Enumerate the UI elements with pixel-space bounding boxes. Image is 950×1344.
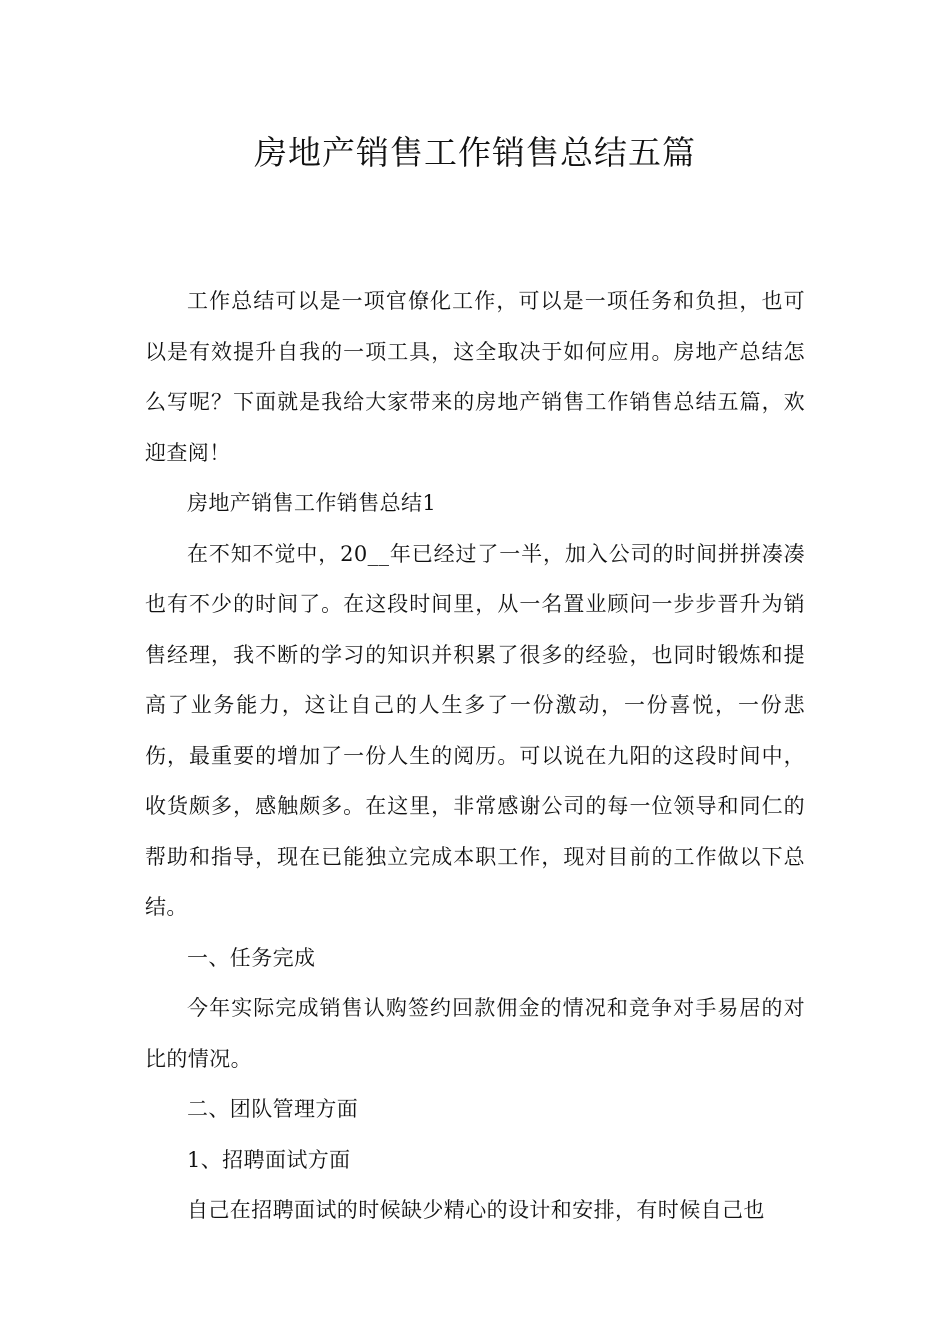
intro-paragraph: 工作总结可以是一项官僚化工作，可以是一项任务和负担，也可以是有效提升自我的一项工具，这全取决于如何应用。房地产总结怎么写呢？下面就是我给大家带来的房地产销售工作销售总结五篇，欢迎查阅！ bbox=[145, 289, 805, 465]
subsection-heading-recruiting: 1、招聘面试方面 bbox=[187, 1147, 351, 1172]
section-heading-team-management: 二、团队管理方面 bbox=[187, 1097, 359, 1121]
body-paragraph: 自己在招聘面试的时候缺少精心的设计和安排，有时候自己也 bbox=[187, 1198, 765, 1222]
section-heading-task-completion: 一、任务完成 bbox=[187, 945, 316, 970]
document-title: 房地产销售工作销售总结五篇 bbox=[254, 133, 696, 172]
section-heading-summary-1: 房地产销售工作销售总结1 bbox=[187, 491, 437, 515]
body-paragraph: 今年实际完成销售认购签约回款佣金的情况和竞争对手易居的对比的情况。 bbox=[145, 996, 805, 1071]
document-body bbox=[145, 276, 805, 1236]
body-paragraph: 在不知不觉中，20__年已经过了一半，加入公司的时间拼拼凑凑也有不少的时间了。在这段时间里，从一名置业顾问一步步晋升为销售经理，我不断的学习的知识并积累了很多的经验，也同时锻炼和提高了业务能力，这让自己的人生多了一份激动，一份喜悦，一份悲伤，最重要的增加了一份人生的阅历。可以说在九阳的这段时间中，收货颇多，感触颇多。在这里，非常感谢公司的每一位领导和同仁的帮助和指导，现在已能独立完成本职工作，现对目前的工作做以下总结。 bbox=[145, 541, 805, 919]
